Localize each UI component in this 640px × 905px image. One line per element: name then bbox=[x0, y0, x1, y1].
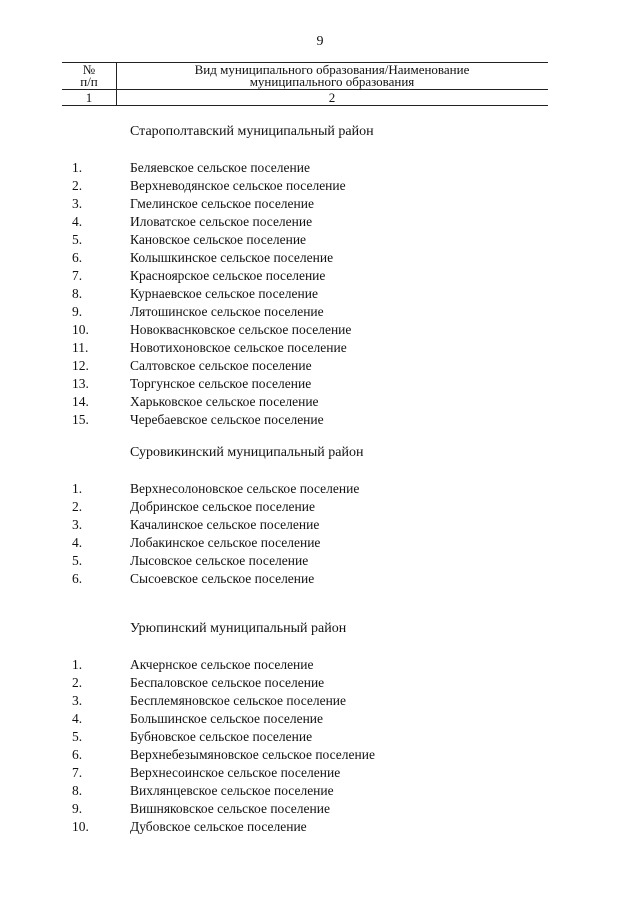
item-number: 5. bbox=[72, 553, 83, 568]
item-name: Верхнесоинское сельское поселение bbox=[130, 765, 341, 780]
item-number: 14. bbox=[72, 394, 89, 409]
list-item bbox=[0, 393, 640, 411]
list-item bbox=[0, 728, 640, 746]
item-number: 3. bbox=[72, 196, 83, 211]
item-number: 4. bbox=[72, 711, 83, 726]
item-number: 12. bbox=[72, 358, 89, 373]
list-item bbox=[0, 656, 640, 674]
item-number: 3. bbox=[72, 693, 83, 708]
list-item bbox=[0, 674, 640, 692]
list-item bbox=[0, 818, 640, 836]
item-name: Добринское сельское поселение bbox=[130, 499, 315, 514]
list-item bbox=[0, 570, 640, 588]
item-number: 2. bbox=[72, 178, 83, 193]
item-name: Колышкинское сельское поселение bbox=[130, 250, 334, 265]
list-item bbox=[0, 710, 640, 728]
item-name: Лобакинское сельское поселение bbox=[130, 535, 321, 550]
item-name: Качалинское сельское поселение bbox=[130, 517, 320, 532]
item-name: Верхневодянское сельское поселение bbox=[130, 178, 346, 193]
column-name-index: 2 bbox=[328, 90, 336, 105]
item-name: Бесплемяновское сельское поселение bbox=[130, 693, 347, 708]
list-item bbox=[0, 534, 640, 552]
item-name: Большинское сельское поселение bbox=[130, 711, 324, 726]
column-name-header-line2: муниципального образования bbox=[249, 74, 415, 89]
list-item bbox=[0, 267, 640, 285]
item-number: 9. bbox=[72, 304, 83, 319]
item-name: Салтовское сельское поселение bbox=[130, 358, 312, 373]
item-number: 2. bbox=[72, 499, 83, 514]
item-name: Кановское сельское поселение bbox=[130, 232, 307, 247]
list-item bbox=[0, 692, 640, 710]
item-name: Курнаевское сельское поселение bbox=[130, 286, 318, 301]
table-header-divider bbox=[62, 89, 548, 90]
item-number: 7. bbox=[72, 268, 83, 283]
item-name: Акчернское сельское поселение bbox=[130, 657, 314, 672]
list-item bbox=[0, 498, 640, 516]
item-number: 8. bbox=[72, 286, 83, 301]
list-item bbox=[0, 249, 640, 267]
list-item bbox=[0, 552, 640, 570]
list-item bbox=[0, 177, 640, 195]
list-item bbox=[0, 231, 640, 249]
item-number: 5. bbox=[72, 232, 83, 247]
item-number: 5. bbox=[72, 729, 83, 744]
item-name: Беспаловское сельское поселение bbox=[130, 675, 325, 690]
settlement-list bbox=[0, 480, 640, 588]
item-name: Вихлянцевское сельское поселение bbox=[130, 783, 334, 798]
item-number: 11. bbox=[72, 340, 89, 355]
item-number: 2. bbox=[72, 675, 83, 690]
item-name: Вишняковское сельское поселение bbox=[130, 801, 330, 816]
list-item bbox=[0, 357, 640, 375]
list-item bbox=[0, 764, 640, 782]
table-bottom-border bbox=[62, 105, 548, 106]
section-title: Суровикинский муниципальный район bbox=[130, 445, 364, 460]
list-item bbox=[0, 375, 640, 393]
page-number: 9 bbox=[316, 34, 324, 49]
item-number: 8. bbox=[72, 783, 83, 798]
section-title: Урюпинский муниципальный район bbox=[130, 621, 347, 636]
item-number: 10. bbox=[72, 819, 89, 834]
item-number: 4. bbox=[72, 214, 83, 229]
item-name: Бубновское сельское поселение bbox=[130, 729, 313, 744]
item-name: Верхнебезымяновское сельское поселение bbox=[130, 747, 375, 762]
item-number: 6. bbox=[72, 571, 83, 586]
item-number: 10. bbox=[72, 322, 89, 337]
list-item bbox=[0, 480, 640, 498]
item-number: 6. bbox=[72, 250, 83, 265]
column-number-index: 1 bbox=[85, 90, 93, 105]
item-name: Иловатское сельское поселение bbox=[130, 214, 313, 229]
item-name: Лысовское сельское поселение bbox=[130, 553, 309, 568]
item-name: Беляевское сельское поселение bbox=[130, 160, 310, 175]
settlement-list bbox=[0, 656, 640, 836]
list-item bbox=[0, 516, 640, 534]
list-item bbox=[0, 321, 640, 339]
column-number-header-line2: п/п bbox=[80, 74, 98, 89]
list-item bbox=[0, 303, 640, 321]
list-item bbox=[0, 195, 640, 213]
item-name: Харьковское сельское поселение bbox=[130, 394, 319, 409]
item-name: Сысоевское сельское поселение bbox=[130, 571, 315, 586]
list-item bbox=[0, 285, 640, 303]
item-name: Гмелинское сельское поселение bbox=[130, 196, 314, 211]
list-item bbox=[0, 411, 640, 429]
list-item bbox=[0, 800, 640, 818]
item-number: 1. bbox=[72, 657, 83, 672]
item-name: Верхнесолоновское сельское поселение bbox=[130, 481, 360, 496]
column-number-header-line1: № bbox=[82, 62, 96, 77]
item-name: Торгунское сельское поселение bbox=[130, 376, 312, 391]
item-number: 3. bbox=[72, 517, 83, 532]
item-name: Черебаевское сельское поселение bbox=[130, 412, 324, 427]
list-item bbox=[0, 746, 640, 764]
item-number: 9. bbox=[72, 801, 83, 816]
item-number: 1. bbox=[72, 160, 83, 175]
list-item bbox=[0, 159, 640, 177]
list-item bbox=[0, 213, 640, 231]
item-number: 7. bbox=[72, 765, 83, 780]
section-title: Старополтавский муниципальный район bbox=[130, 124, 374, 139]
table-header bbox=[62, 62, 548, 108]
item-number: 4. bbox=[72, 535, 83, 550]
item-number: 13. bbox=[72, 376, 89, 391]
item-number: 15. bbox=[72, 412, 89, 427]
item-name: Красноярское сельское поселение bbox=[130, 268, 326, 283]
settlement-list bbox=[0, 159, 640, 429]
item-name: Новотихоновское сельское поселение bbox=[130, 340, 347, 355]
item-name: Новокваснковское сельское поселение bbox=[130, 322, 352, 337]
item-number: 1. bbox=[72, 481, 83, 496]
item-name: Лятошинское сельское поселение bbox=[130, 304, 324, 319]
item-number: 6. bbox=[72, 747, 83, 762]
item-name: Дубовское сельское поселение bbox=[130, 819, 307, 834]
list-item bbox=[0, 782, 640, 800]
list-item bbox=[0, 339, 640, 357]
column-name-header-line1: Вид муниципального образования/Наименование bbox=[194, 62, 470, 77]
